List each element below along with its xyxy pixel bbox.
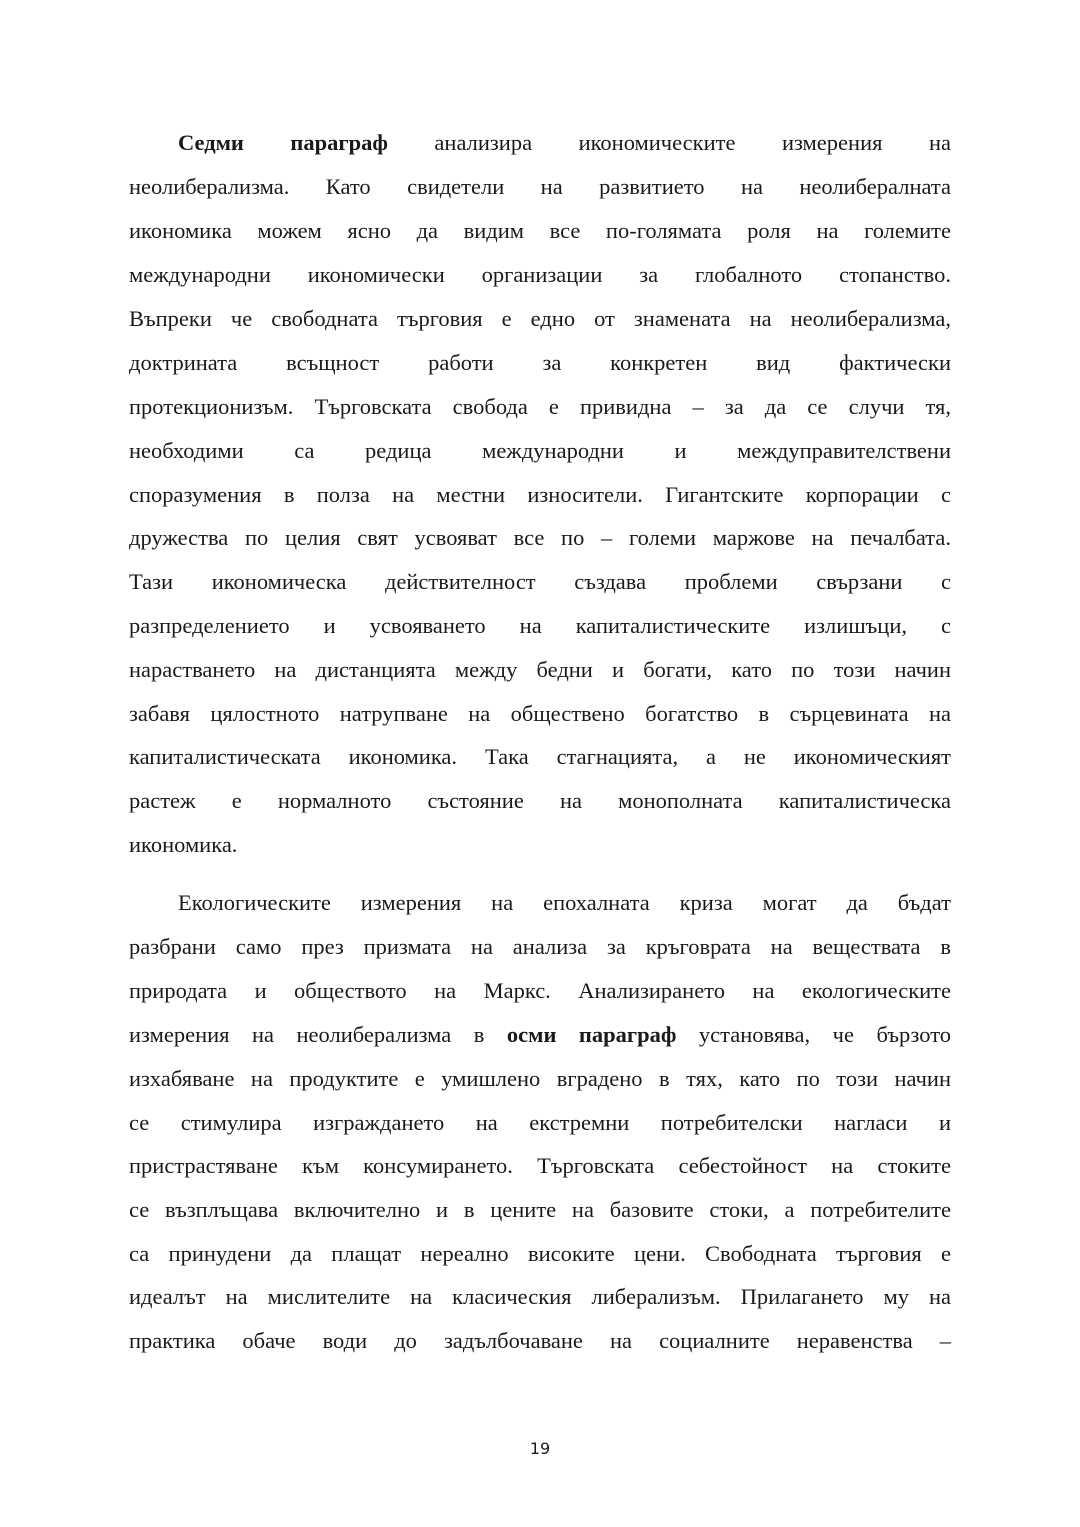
page-number: 19 [529,1439,551,1458]
paragraph-1-line: капиталистическата икономика. Така стагнацията, а не икономическият [129,744,951,769]
paragraph-1-line: икономика можем ясно да видим все по-голямата роля на големите [129,218,951,243]
paragraph-1-line: неолиберализма. Като свидетели на развитието на неолибералната [129,174,951,199]
paragraph-1-last-line: икономика. [129,832,238,857]
paragraph-1-line: доктрината всъщност работи за конкретен вид фактически [129,350,951,375]
bold-section-title: осми параграф [506,1022,677,1047]
paragraph-1-line-1 [178,128,951,158]
paragraph-1-line: Тази икономическа действителност създава проблеми свързани с [129,569,951,594]
text-run: измерения на неолиберализма в [129,1022,507,1047]
bold-section-title: Седми параграф [178,130,388,155]
text-run: установява, че бързото [676,1022,951,1047]
paragraph-1-line: дружества по целия свят усвояват все по – големи маржове на печалбата. [129,525,951,550]
paragraph-1-line: протекционизъм. Търговската свобода е привидна – за да се случи тя, [129,394,951,419]
paragraph-1-line: забавя цялостното натрупване на обществено богатство в сърцевината на [129,701,951,726]
paragraph-1-line: Въпреки че свободната търговия е едно от знамената на неолиберализма, [129,306,951,331]
paragraph-2-line: разбрани само през призмата на анализа за кръговрата на веществата в [129,934,951,959]
paragraph-2-line: идеалът на мислителите на класическия либерализъм. Прилагането му на [129,1284,951,1309]
paragraph-1-line: международни икономически организации за глобалното стопанство. [129,262,951,287]
paragraph-2-line: изхабяване на продуктите е умишлено вградено в тях, като по този начин [129,1066,951,1091]
paragraph-2-line: са принудени да плащат нереално високите цени. Свободната търговия е [129,1241,951,1266]
paragraph-1-line: необходими са редица международни и междуправителствени [129,438,951,463]
paragraph-2-line: се възплъщава включително и в цените на базовите стоки, а потребителите [129,1197,951,1222]
paragraph-2-line: практика обаче води до задълбочаване на социалните неравенства – [129,1328,951,1353]
paragraph-2-line: се стимулира изграждането на екстремни потребителски нагласи и [129,1110,951,1135]
paragraph-2-line-1: Екологическите измерения на епохалната криза могат да бъдат [178,890,951,915]
paragraph-2-line: природата и обществото на Маркс. Анализирането на екологическите [129,978,951,1003]
paragraph-2-line: пристрастяване към консумирането. Търговската себестойност на стоките [129,1153,951,1178]
paragraph-1-line: нарастването на дистанцията между бедни и богати, като по този начин [129,657,951,682]
paragraph-1-line: разпределението и усвояването на капиталистическите излишъци, с [129,613,951,638]
paragraph-2-mixed-line [129,1020,951,1050]
paragraph-1-line: споразумения в полза на местни износители. Гигантските корпорации с [129,482,951,507]
paragraph-1-line: растеж е нормалното състояние на монополната капиталистическа [129,788,951,813]
text-run: анализира икономическите измерения на [387,130,951,155]
